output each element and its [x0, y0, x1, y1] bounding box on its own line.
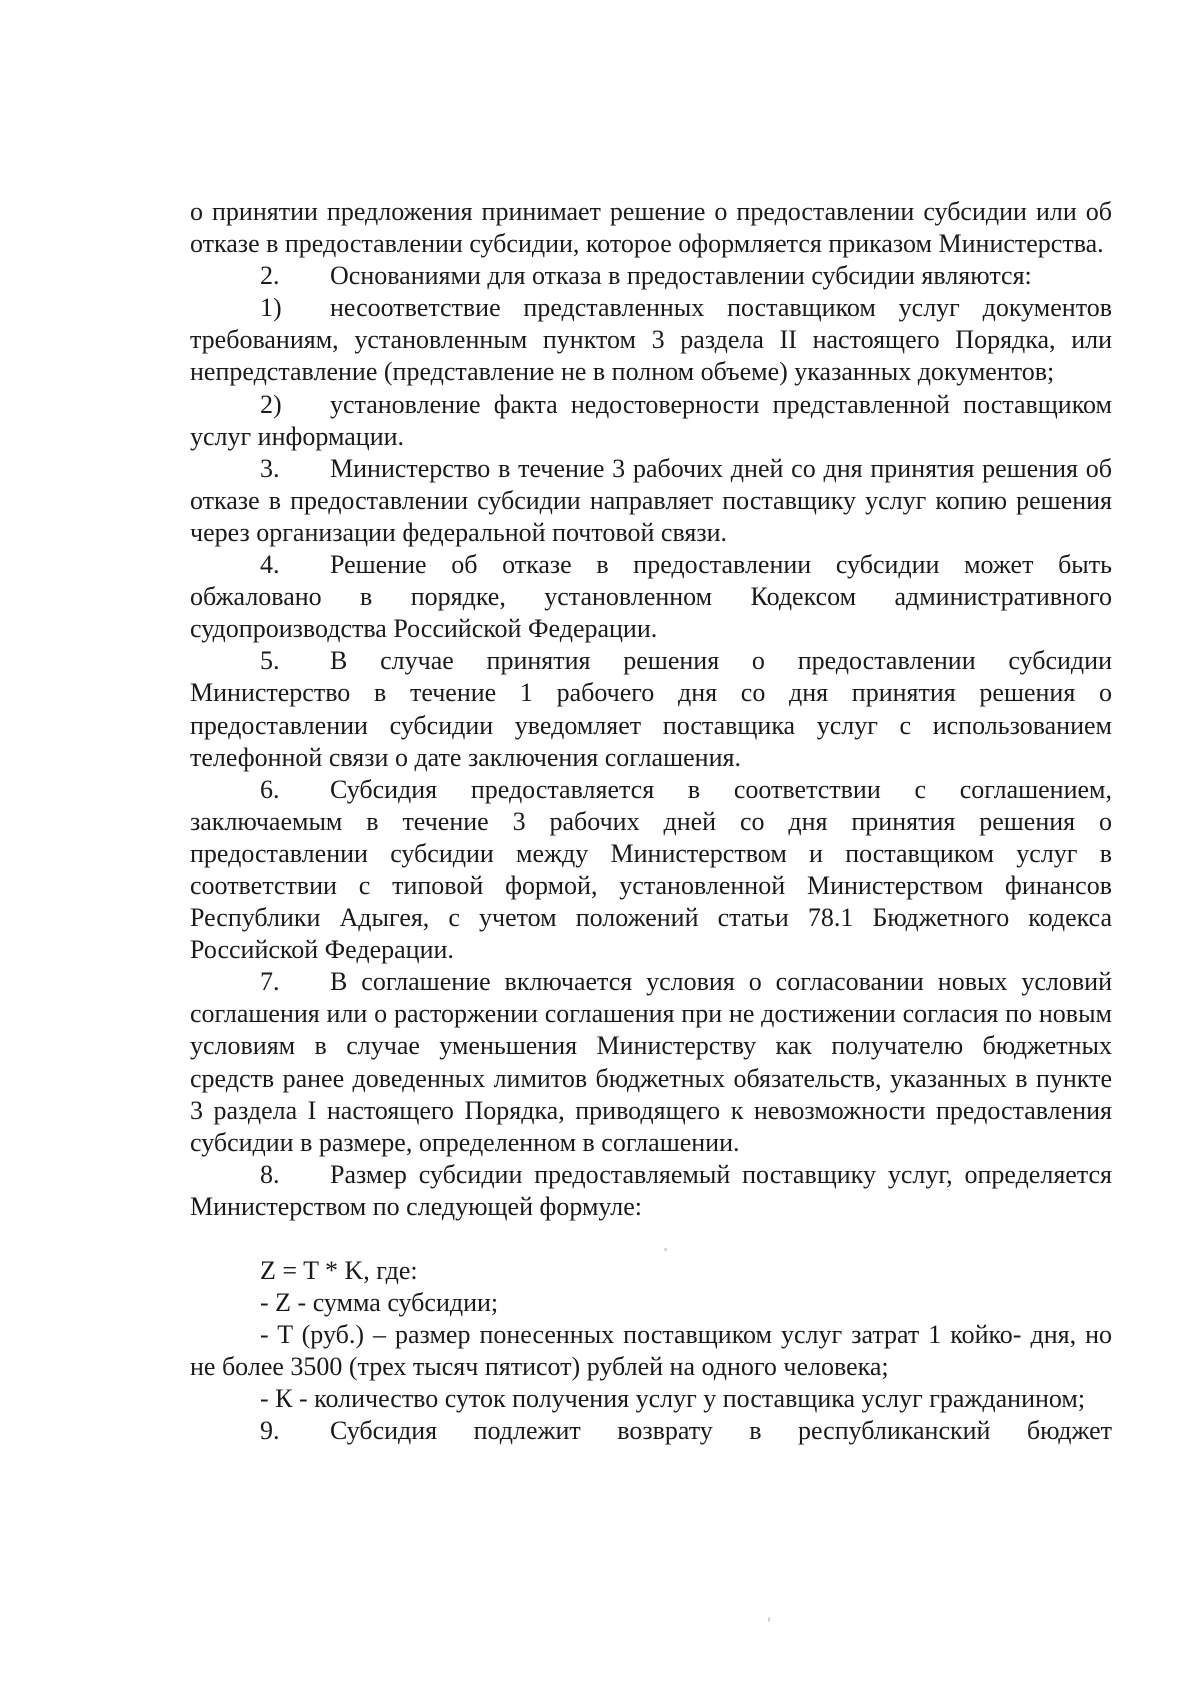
paragraph-8 [190, 1159, 1112, 1223]
paragraph-text: Основаниями для отказа в предоставлении субсидии являются: [330, 261, 1032, 291]
paragraph-2 [190, 260, 1112, 292]
paragraph-number: 4. [260, 550, 280, 580]
formula-k-definition: - К - количество суток получения услуг у поставщика услуг гражданином; [260, 1384, 1086, 1414]
document-body [190, 196, 1112, 1448]
paragraph-text: В соглашение включается условия о согласовании новых условий соглашения или о расторжении соглашения при не достижении согласия по новым условиям в случае уменьшения Министерству как получателю бюджетных средств ранее доведенных лимитов бюджетных обязательств, указанных в пункте 3 раздела I настоящего Порядка, приводящего к невозможности предоставления субсидии в размере, определенном в соглашении. [190, 967, 1112, 1157]
paragraph-number: 9. [260, 1416, 280, 1446]
paragraph-number: 2) [260, 389, 282, 419]
blank-line [190, 1223, 1112, 1255]
paragraph-text: Размер субсидии предоставляемый поставщику услуг, определяется Министерством по следующей формуле: [190, 1159, 1112, 1221]
formula-z-definition: - Z - сумма субсидии; [260, 1288, 499, 1318]
paragraph-text: установление факта недостоверности представленной поставщиком услуг информации. [190, 389, 1112, 451]
paragraph-text: Решение об отказе в предоставлении субсидии может быть обжаловано в порядке, установленном Кодексом административного судопроизводства Российской Федерации. [190, 550, 1112, 644]
paragraph-number: 3. [260, 453, 280, 483]
paragraph-text: Субсидия подлежит возврату в республиканский бюджет [330, 1416, 1112, 1446]
paragraph-number: 1) [260, 293, 282, 323]
paragraph-number: 2. [260, 261, 280, 291]
paragraph-text: В случае принятия решения о предоставлении субсидии Министерство в течение 1 рабочего дня со дня принятия решения о предоставлении субсидии уведомляет поставщика услуг с использованием телефонной связи о дате заключения соглашения. [190, 646, 1112, 772]
intro-paragraph: о принятии предложения принимает решение о предоставлении субсидии или об отказе в предоставлении субсидии, которое оформляется приказом Министерства. [190, 197, 1112, 259]
paragraph-text: несоответствие представленных поставщиком услуг документов требованиям, установленным пунктом 3 раздела II настоящего Порядка, или непредставление (представление не в полном объеме) указанных документов; [190, 293, 1112, 387]
paragraph-text: Министерство в течение 3 рабочих дней со дня принятия решения об отказе в предоставлении субсидии направляет поставщику услуг копию решения через организации федеральной почтовой связи. [190, 453, 1112, 547]
paragraph-6 [190, 774, 1112, 967]
subparagraph-2 [190, 389, 1112, 453]
paragraph-number: 7. [260, 967, 280, 997]
paragraph-5 [190, 645, 1112, 773]
subparagraph-1 [190, 292, 1112, 388]
paragraph-3 [190, 453, 1112, 549]
paragraph-number: 6. [260, 774, 280, 804]
paragraph-text: Субсидия предоставляется в соответствии с соглашением, заключаемым в течение 3 рабочих дней со дня принятия решения о предоставлении субсидии между Министерством и поставщиком услуг в соответствии с типовой формой, установленной Министерством финансов Республики Адыгея, с учетом положений статьи 78.1 Бюджетного кодекса Российской Федерации. [190, 774, 1112, 965]
paragraph-9 [190, 1415, 1112, 1447]
formula-equation: Z = T * K, где: [260, 1256, 418, 1285]
paragraph-number: 5. [260, 646, 280, 676]
scan-speck [768, 1617, 770, 1622]
formula-t-definition: - T (руб.) – размер понесенных поставщиком услуг затрат 1 койко- дня, но не более 3500 (трех тысяч пятисот) рублей на одного человека; [190, 1320, 1112, 1382]
paragraph-7 [190, 966, 1112, 1159]
paragraph-number: 8. [260, 1159, 280, 1189]
paragraph-4 [190, 549, 1112, 645]
